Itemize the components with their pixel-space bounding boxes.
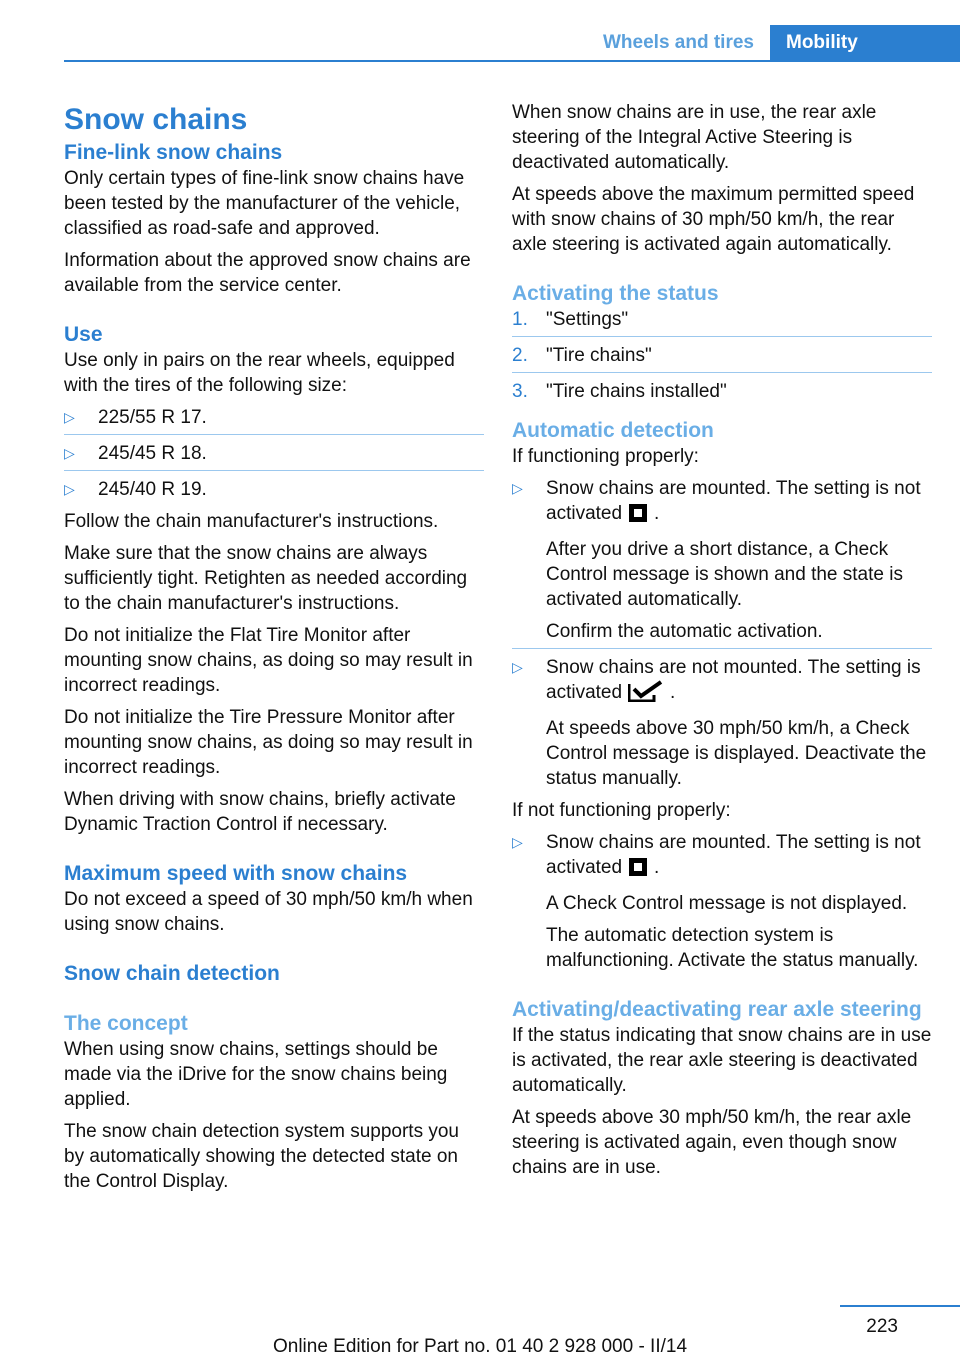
list-divider [64, 470, 484, 471]
step-number: 2. [512, 345, 528, 366]
max-speed-heading: Maximum speed with snow chains [64, 862, 408, 885]
list-item: ▷ Snow chains are not mounted. The setting is activated . At speeds above 30 mph/50 km/h, a Check Control message is displayed. Deactivate the status manually. [512, 655, 932, 791]
use-heading: Use [64, 323, 103, 346]
triangle-right-icon: ▷ [64, 445, 75, 461]
list-item [64, 441, 484, 466]
use-paragraph-6: When driving with snow chains, briefly activate Dynamic Traction Control if necessary. [64, 789, 456, 835]
step-text: "Settings" [546, 309, 629, 330]
rear-axle-paragraph-2: At speeds above 30 mph/50 km/h, the rear axle steering is activated again, even though snow chains are in use. [512, 1107, 912, 1178]
list-item [512, 379, 932, 404]
functioning-label: If functioning properly: [512, 446, 699, 467]
list-divider [64, 434, 484, 435]
automatic-detection-heading: Automatic detection [512, 419, 714, 442]
item-subtext: The automatic detection system is malfunctioning. Activate the status manually. [546, 925, 919, 971]
step-number: 1. [512, 309, 528, 330]
tire-size: 245/45 R 18. [98, 443, 207, 464]
tire-size-list [64, 405, 484, 502]
steps-list [512, 307, 932, 404]
triangle-right-icon: ▷ [512, 659, 523, 675]
item-text: Snow chains are mounted. The setting is not activated [546, 832, 921, 878]
concept-heading: The concept [64, 1012, 188, 1035]
running-header [587, 25, 960, 61]
triangle-right-icon: ▷ [64, 481, 75, 497]
list-item: ▷ Snow chains are mounted. The setting is not activated . After you drive a short distance, a Check Control message is shown and the state is activated automatically. Confirm the automatic activation. [512, 476, 932, 644]
footer-rule [840, 1305, 960, 1307]
concept-paragraph-1: When using snow chains, settings should be made via the iDrive for the snow chains being applied. [64, 1039, 448, 1110]
max-speed-paragraph: Do not exceed a speed of 30 mph/50 km/h when using snow chains. [64, 889, 473, 935]
item-subtext: After you drive a short distance, a Check Control message is shown and the state is activated automatically. [546, 539, 903, 610]
not-functioning-list [512, 830, 932, 973]
list-item [512, 307, 932, 332]
detection-heading: Snow chain detection [64, 962, 280, 985]
concept-paragraph-2: The snow chain detection system supports you by automatically showing the detected state on the Control Display. [64, 1121, 459, 1192]
use-paragraph-1: Use only in pairs on the rear wheels, equipped with the tires of the following size: [64, 350, 455, 396]
step-number: 3. [512, 381, 528, 402]
rear-axle-heading: Activating/deactivating rear axle steering [512, 998, 922, 1021]
rear-axle-paragraph-1: If the status indicating that snow chains are in use is activated, the rear axle steering is deactivated automatically. [512, 1025, 932, 1096]
step-text: "Tire chains installed" [546, 381, 727, 402]
right-paragraph-2: At speeds above the maximum permitted speed with snow chains of 30 mph/50 km/h, the rear axle steering is activated again automatically. [512, 184, 915, 255]
item-subtext: Confirm the automatic activation. [546, 621, 823, 642]
triangle-right-icon: ▷ [64, 409, 75, 425]
checkbox-checked-icon [628, 680, 664, 709]
checkbox-unchecked-icon [628, 857, 648, 884]
functioning-list [512, 476, 932, 791]
edition-footer: Online Edition for Part no. 01 40 2 928 000 - II/14 [272, 1336, 688, 1357]
fine-link-paragraph-2: Information about the approved snow chains are available from the service center. [64, 250, 471, 296]
header-rule [64, 60, 960, 62]
triangle-right-icon: ▷ [512, 480, 523, 496]
use-paragraph-5: Do not initialize the Tire Pressure Monitor after mounting snow chains, as doing so may result in incorrect readings. [64, 707, 473, 778]
item-text: Snow chains are mounted. The setting is not activated [546, 478, 921, 524]
list-item [64, 477, 484, 502]
checkbox-unchecked-icon [628, 503, 648, 530]
list-divider [512, 372, 932, 373]
section-tab: Wheels and tires [603, 32, 754, 53]
triangle-right-icon: ▷ [512, 834, 523, 850]
right-column [512, 100, 932, 1187]
tire-size: 225/55 R 17. [98, 407, 207, 428]
list-divider [512, 648, 932, 649]
list-item: ▷ Snow chains are mounted. The setting is not activated . A Check Control message is not displayed. The automatic detection system is malfunctioning. Activate the status manually. [512, 830, 932, 973]
chapter-tab: Mobility [770, 25, 960, 61]
not-functioning-label: If not functioning properly: [512, 800, 731, 821]
use-paragraph-3: Make sure that the snow chains are always sufficiently tight. Retighten as needed according to the chain manufacturer's instructions. [64, 543, 468, 614]
list-divider [512, 336, 932, 337]
item-subtext: A Check Control message is not displayed. [546, 893, 908, 914]
fine-link-paragraph-1: Only certain types of fine-link snow chains have been tested by the manufacturer of the vehicle, classified as road-safe and approved. [64, 168, 465, 239]
activating-heading: Activating the status [512, 282, 719, 305]
left-column [64, 100, 484, 1201]
list-item [512, 343, 932, 368]
use-paragraph-4: Do not initialize the Flat Tire Monitor after mounting snow chains, as doing so may result in incorrect readings. [64, 625, 473, 696]
fine-link-heading: Fine-link snow chains [64, 141, 283, 164]
page-number: 223 [866, 1316, 898, 1337]
tire-size: 245/40 R 19. [98, 479, 207, 500]
step-text: "Tire chains" [546, 345, 652, 366]
use-paragraph-2: Follow the chain manufacturer's instructions. [64, 511, 439, 532]
item-text: Snow chains are not mounted. The setting is activated [546, 657, 921, 703]
right-paragraph-1: When snow chains are in use, the rear axle steering of the Integral Active Steering is deactivated automatically. [512, 102, 877, 173]
list-item [64, 405, 484, 430]
page-title: Snow chains [64, 103, 248, 136]
item-subtext: At speeds above 30 mph/50 km/h, a Check Control message is displayed. Deactivate the status manually. [546, 718, 927, 789]
